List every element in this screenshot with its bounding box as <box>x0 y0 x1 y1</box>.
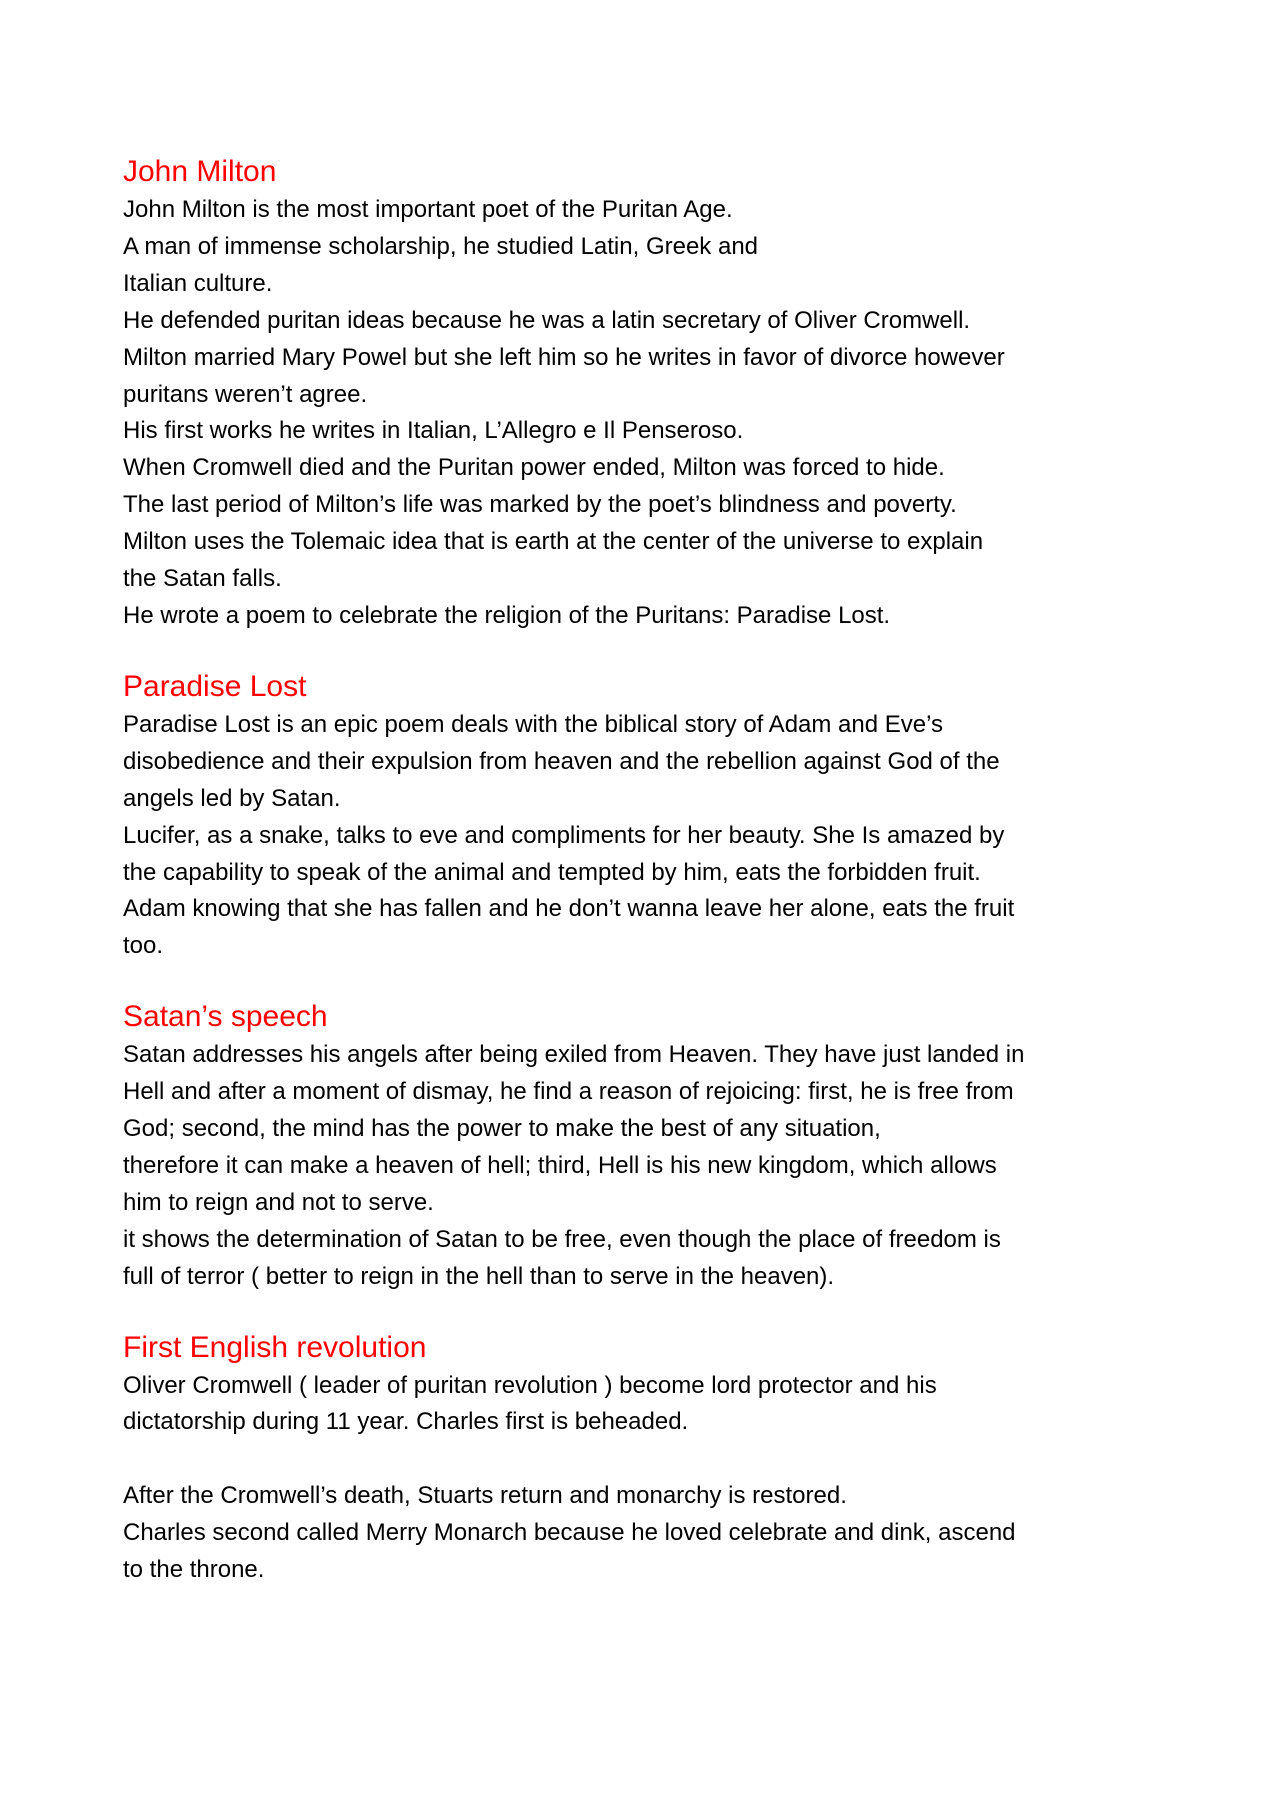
text-line: The last period of Milton’s life was marked by the poet’s blindness and poverty. <box>123 491 957 519</box>
section-paradise-lost <box>123 667 1203 965</box>
text-line: A man of immense scholarship, he studied Latin, Greek and <box>123 232 759 260</box>
text-line: Milton uses the Tolemaic idea that is earth at the center of the universe to explain <box>123 528 984 556</box>
text-line: Hell and after a moment of dismay, he find a reason of rejoicing: first, he is free from <box>123 1078 1014 1106</box>
section-heading: John Milton <box>123 155 277 188</box>
text-line: After the Cromwell’s death, Stuarts return and monarchy is restored. <box>123 1482 847 1510</box>
text-line: him to reign and not to serve. <box>123 1188 434 1216</box>
text-line: John Milton is the most important poet of the Puritan Age. <box>123 196 733 223</box>
text-line: Oliver Cromwell ( leader of puritan revolution ) become lord protector and his <box>123 1371 937 1399</box>
text-line: therefore it can make a heaven of hell; third, Hell is his new kingdom, which allows <box>123 1151 997 1179</box>
text-line: Milton married Mary Powel but she left him so he writes in favor of divorce however <box>123 343 1005 371</box>
text-line: God; second, the mind has the power to make the best of any situation, <box>123 1115 881 1143</box>
section-heading: Satan’s speech <box>123 1000 328 1034</box>
section-john-milton <box>123 152 1203 635</box>
text-line: Adam knowing that she has fallen and he don’t wanna leave her alone, eats the fruit <box>123 895 1015 923</box>
text-line: disobedience and their expulsion from heaven and the rebellion against God of the <box>123 747 1000 775</box>
text-line: to the throne. <box>123 1556 265 1584</box>
document-page <box>123 152 1203 1621</box>
text-line: His first works he writes in Italian, L’Allegro e Il Penseroso. <box>123 417 744 445</box>
text-line: angels led by Satan. <box>123 784 341 812</box>
blank-line <box>123 1441 1203 1478</box>
text-line: too. <box>123 932 164 960</box>
text-line: Satan addresses his angels after being exiled from Heaven. They have just landed in <box>123 1041 1025 1069</box>
section-heading: First English revolution <box>123 1330 427 1364</box>
section-heading: Paradise Lost <box>123 669 307 703</box>
text-line: the Satan falls. <box>123 565 282 593</box>
section-satans-speech <box>123 997 1203 1295</box>
text-line: He defended puritan ideas because he was a latin secretary of Oliver Cromwell. <box>123 306 971 334</box>
text-line: the capability to speak of the animal and tempted by him, eats the forbidden fruit. <box>123 858 981 886</box>
text-line: it shows the determination of Satan to be free, even though the place of freedom is <box>123 1225 1001 1253</box>
text-line: puritans weren’t agree. <box>123 380 368 408</box>
text-line: He wrote a poem to celebrate the religion of the Puritans: Paradise Lost. <box>123 601 891 629</box>
section-first-english-revolution <box>123 1328 1203 1589</box>
text-line: Italian culture. <box>123 269 273 297</box>
text-line: Lucifer, as a snake, talks to eve and compliments for her beauty. She Is amazed by <box>123 821 1005 849</box>
text-line: dictatorship during 11 year. Charles first is beheaded. <box>123 1408 689 1436</box>
text-line: full of terror ( better to reign in the hell than to serve in the heaven). <box>123 1262 835 1290</box>
text-line: Paradise Lost is an epic poem deals with the biblical story of Adam and Eve’s <box>123 710 944 738</box>
text-line: Charles second called Merry Monarch because he loved celebrate and dink, ascend <box>123 1519 1016 1547</box>
text-line: When Cromwell died and the Puritan power ended, Milton was forced to hide. <box>123 454 945 482</box>
